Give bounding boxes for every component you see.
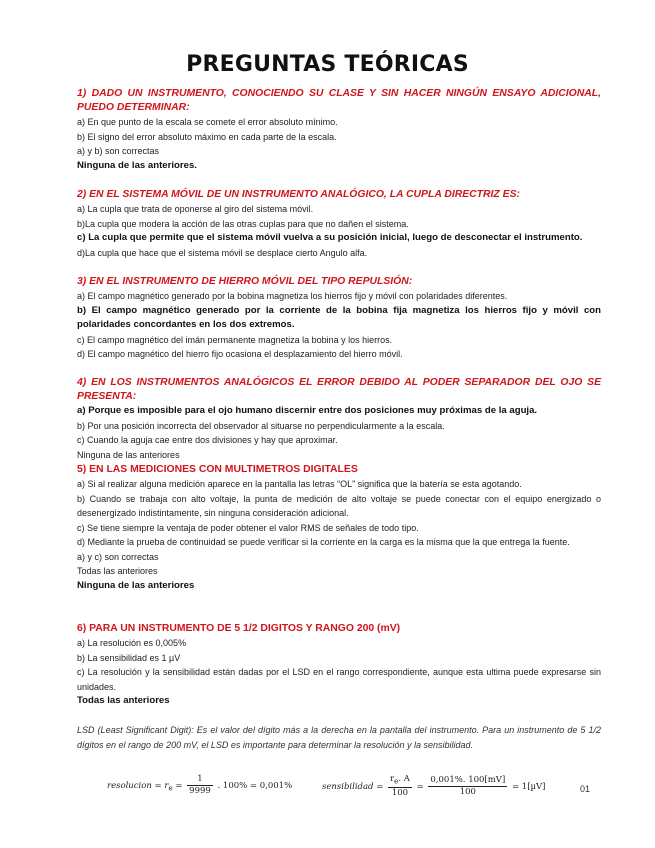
sensitivity-formula-fraction-2: [428, 775, 507, 798]
question-6-option-b: b) La sensibilidad es 1 µV: [77, 652, 181, 663]
sensitivity-formula: [322, 774, 546, 799]
resolution-formula-numerator: 1: [187, 774, 213, 786]
question-2-heading: 2) EN EL SISTEMA MÓVIL DE UN INSTRUMENTO ANALÓGICO, LA CUPLA DIRECTRIZ ES:: [77, 189, 520, 200]
resolution-formula-lhs: resolucion = r: [107, 781, 169, 791]
sensitivity-formula-numerator-1-a: . A: [398, 774, 410, 784]
question-1-option-a: a) En que punto de la escala se comete el error absoluto mínimo.: [77, 117, 338, 127]
question-4-option-c: c) Cuando la aguja cae entre dos divisiones y hay que aproximar.: [77, 435, 338, 445]
question-1-option-c: a) y b) son correctas: [77, 146, 160, 156]
question-2: [77, 188, 601, 260]
question-5-heading: 5) EN LAS MEDICIONES CON MULTIMETROS DIGITALES: [77, 464, 358, 475]
resolution-formula: [107, 774, 292, 797]
question-5-option-a: a) Si al realizar alguna medición aparece en la pantalla las letras “OL” significa que la batería se esta agotando.: [77, 479, 522, 489]
question-1-heading: 1) DADO UN INSTRUMENTO, CONOCIENDO SU CLASE Y SIN HACER NINGÚN ENSAYO ADICIONAL, PUEDO DETERMINAR:: [77, 88, 601, 113]
question-5: [77, 463, 601, 593]
question-4-option-a: a) Porque es imposible para el ojo humano discernir entre dos posiciones muy próximas de la aguja.: [77, 405, 538, 416]
sensitivity-formula-numerator-1-sub: e: [394, 776, 399, 786]
question-3: [77, 275, 601, 362]
question-3-option-b: b) El campo magnético generado por la corriente de la bobina fija magnetiza los hierros fijo y móvil con polaridades concordantes en los dos extremos.: [77, 304, 601, 330]
question-4-option-b: b) Por una posición incorrecta del observador al situarse no perpendicularmente a la escala.: [77, 420, 445, 431]
question-5-option-f: Todas las anteriores: [77, 566, 158, 576]
sensitivity-formula-fraction-1: [388, 774, 412, 799]
question-6-option-c: c) La resolución y la sensibilidad están dadas por el LSD en el rango correspondiente, aunque esta ultima puede expresarse sin unidades.: [77, 667, 601, 692]
resolution-formula-equals: =: [175, 781, 183, 791]
question-4: [77, 376, 601, 462]
question-6: [77, 622, 601, 709]
resolution-formula-fraction: [187, 774, 213, 797]
sensitivity-formula-numerator-1: [388, 774, 412, 788]
question-4-heading: 4) EN LOS INSTRUMENTOS ANALÓGICOS EL ERROR DEBIDO AL PODER SEPARADOR DEL OJO SE PRESENTA:: [77, 377, 601, 402]
sensitivity-formula-equals: =: [416, 781, 424, 792]
sensitivity-formula-rhs: = 1[µV]: [511, 781, 546, 792]
question-1-option-d: Ninguna de las anteriores.: [77, 159, 197, 171]
question-1-option-b: b) El signo del error absoluto máximo en cada parte de la escala.: [77, 131, 337, 142]
question-5-option-b: b) Cuando se trabaja con alto voltaje, la punta de medición de alto voltaje se puede conectar con el equipo energizado o desenergizado indistintamente, sin ninguna consideración adicional.: [77, 493, 601, 518]
question-5-option-c: c) Se tiene siempre la ventaja de poder obtener el valor RMS de señales de todo tipo.: [77, 522, 419, 533]
sensitivity-formula-denominator-1: 100: [391, 787, 409, 798]
question-6-option-d: Todas las anteriores: [77, 695, 170, 706]
resolution-formula-subscript: e: [168, 783, 173, 793]
resolution-formula-rhs: . 100% = 0,001%: [217, 781, 293, 791]
sensitivity-formula-denominator-2: 100: [459, 786, 476, 797]
question-3-option-c: c) El campo magnético del imán permanente magnetiza la bobina y los hierros.: [77, 334, 393, 345]
page-title: PREGUNTAS TEÓRICAS: [186, 52, 469, 77]
question-4-option-d: Ninguna de las anteriores: [77, 449, 180, 460]
question-2-option-d: d)La cupla que hace que el sistema móvil se desplace cierto Angulo alfa.: [77, 247, 368, 258]
sensitivity-formula-numerator-1-r: r: [390, 774, 395, 784]
question-3-option-d: d) El campo magnético del hierro fijo ocasiona el desplazamiento del hierro móvil.: [77, 349, 403, 359]
question-2-option-b: b)La cupla que modera la acción de las otras cuplas para que no dañen el sistema.: [77, 218, 409, 229]
lsd-note: LSD (Least Significant Digit): Es el valor del dígito más a la derecha en la pantalla del instrumento. Para un instrumento de 5 1/2 dígitos en el rango de 200 mV, el LSD es importante para determinar la resolución y la sensibilidad.: [77, 725, 601, 750]
resolution-formula-denominator: 9999: [189, 786, 211, 796]
question-3-heading: 3) EN EL INSTRUMENTO DE HIERRO MÓVIL DEL TIPO REPULSIÓN:: [77, 276, 413, 287]
question-3-option-a: a) El campo magnético generado por la bobina magnetiza los hierros fijo y móvil con polaridades diferentes.: [77, 291, 508, 301]
sensitivity-formula-lhs: sensibilidad =: [322, 781, 384, 792]
question-2-option-c: c) La cupla que permite que el sistema móvil vuelva a su posición inicial, luego de desconectar el instrumento.: [77, 232, 583, 243]
question-5-option-g: Ninguna de las anteriores: [77, 579, 195, 591]
question-6-option-a: a) La resolución es 0,005%: [77, 638, 187, 648]
question-5-option-e: a) y c) son correctas: [77, 551, 159, 562]
question-5-option-d: d) Mediante la prueba de continuidad se puede verificar si la corriente en la carga es la misma que la que entrega la fuente.: [77, 537, 570, 547]
question-1: [77, 87, 601, 173]
page-number: 01: [580, 784, 591, 794]
sensitivity-formula-numerator-2: 0,001%. 100[mV]: [430, 774, 506, 785]
question-6-heading: 6) PARA UN INSTRUMENTO DE 5 1/2 DIGITOS Y RANGO 200 (mV): [77, 623, 401, 634]
question-2-option-a: a) La cupla que trata de oponerse al giro del sistema móvil.: [77, 204, 314, 214]
